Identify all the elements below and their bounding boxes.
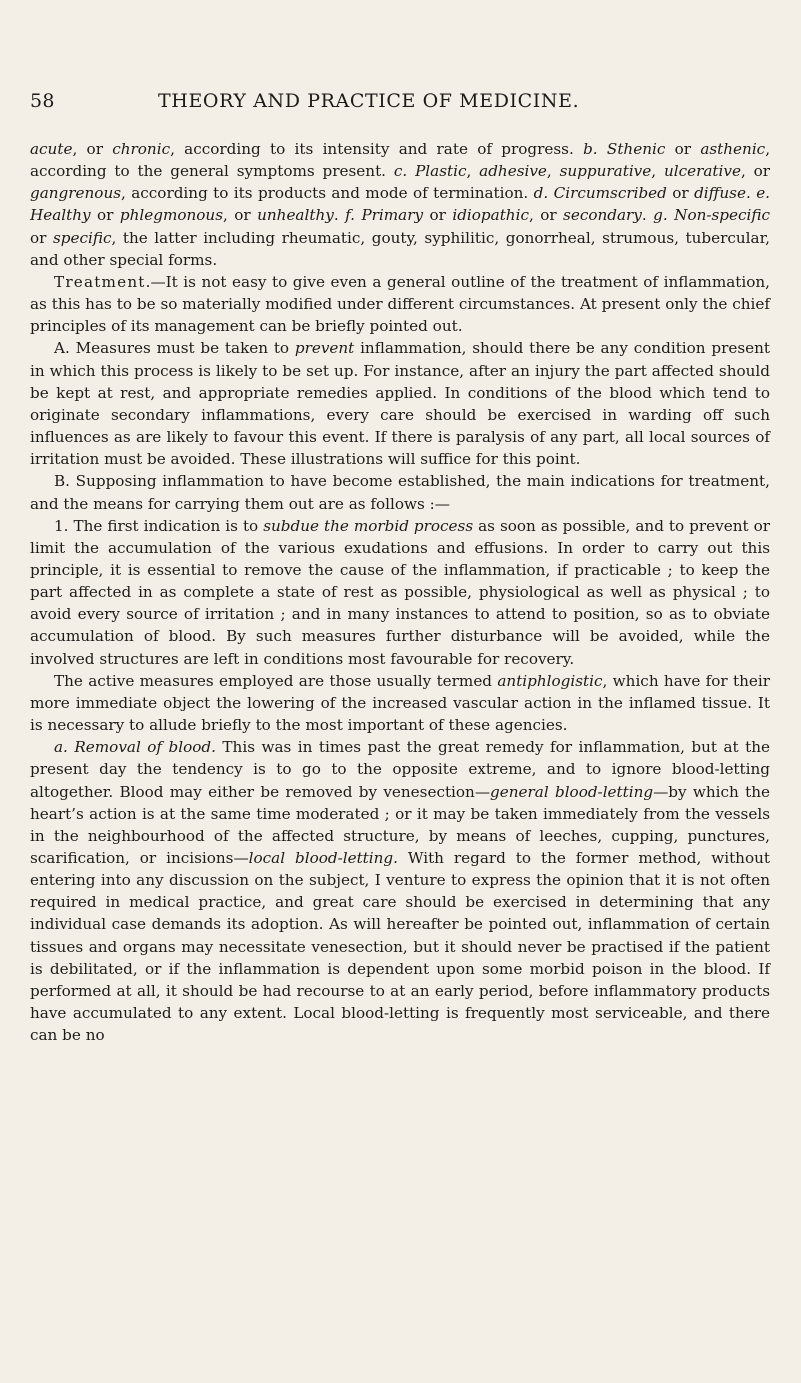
paragraph (30, 736, 770, 1046)
text-run: .—It is not easy to give even a general outline of the treatment of inflammation, as this has to be so materially modified under different circumstances. At present only the chief principles of its management can be briefly pointed out. (30, 272, 770, 336)
italic-run: diffuse (694, 184, 746, 203)
text-run: or (30, 228, 53, 247)
running-title: THEORY AND PRACTICE OF MEDICINE. (158, 90, 580, 112)
running-header (30, 90, 770, 116)
text-run: —by which the heart’s action is at the same time moderated ; or it may be taken immediately from the vessels in the neighbourhood of the affected structure, by means of leeches, cupping, punctures, scarification, or incisions— (30, 782, 770, 867)
text-run: With regard to the former method, without entering into any discussion on the subject, I venture to express the opinion that it is not often required in medical practice, and great care should be exercised in determining that any individual case demands its adoption. As will hereafter be pointed out, inflammation of certain tissues and organs may necessitate venesection, but it should never be practised if the patient is debilitated, or if the inflammation is dependent upon some morbid poison in the blood. If performed at all, it should be had recourse to at an early period, before inflammatory products have accumulated to any extent. Local blood-letting is frequently most serviceable, and there can be no (30, 849, 770, 1045)
italic-run: idiopathic (452, 206, 529, 225)
italic-run: c. (393, 162, 408, 181)
italic-run: unhealthy (257, 206, 334, 225)
text-run: or (665, 140, 701, 158)
italic-run: suppurative (559, 162, 652, 181)
body-text (30, 138, 770, 1046)
italic-run: antiphlogistic (497, 671, 603, 690)
text-run: or (90, 206, 120, 225)
italic-run: Circumscribed (553, 184, 667, 203)
italic-run: Primary (361, 206, 424, 225)
italic-run: g. (653, 206, 668, 225)
text-run: as soon as possible, and to prevent or limit the accumulation of the various exudations and effusions. In order to carry out this principle, it is essential to remove the cause of the inflammation, if practicable ; to keep the part affected in as complete a state of rest as possible, physiological as well as physical ; to avoid every source of irritation ; and in many instances to attend to position, so as to obviate accumulation of blood. By such measures further disturbance will be avoided, while the involved structures are left in conditions most favourable for recovery. (30, 516, 770, 668)
text-run (407, 162, 415, 180)
text-run: , or (740, 162, 771, 181)
italic-run: b. (583, 140, 598, 158)
paragraph (30, 515, 770, 670)
italic-run: prevent (294, 339, 355, 358)
italic-run: local blood-letting. (248, 849, 398, 867)
text-run: B. Supposing inflammation to have become established, the main indications for treatment, and the means for carrying them out are as follows :— (30, 472, 770, 513)
italic-run: general blood-letting (490, 782, 654, 801)
paragraph (30, 271, 770, 337)
paragraph (30, 337, 770, 470)
italic-run: Healthy (30, 206, 91, 225)
text-run: or (423, 206, 453, 225)
page-number: 58 (30, 90, 55, 112)
italic-run: specific (52, 228, 112, 247)
italic-run: e. (756, 184, 771, 203)
italic-run: gangrenous (30, 184, 122, 203)
text-run: The active measures employed are those usually termed (54, 671, 498, 690)
text-run: , which have for their more immediate object the lowering of the increased vascular action in the inflamed tissue. It is necessary to allude briefly to the most important of these agencies. (30, 671, 770, 735)
italic-run: a. Removal of blood. (54, 738, 216, 757)
text-run: , (651, 162, 664, 181)
text-run: or (666, 184, 695, 203)
italic-run: phlegmonous (119, 206, 223, 225)
text-run: inflammation, should there be any condition present in which this process is likely to be set up. For instance, after an injury the part affected should be kept at rest, and appropriate remedies applied. In conditions of the blood which tend to originate secondary inflammations, every care should be exercised in warding off such influences as are likely to favour this event. If there is paralysis of any part, all local sources of irritation must be avoided. These illustrations will suffice for this point. (30, 339, 771, 469)
text-run: , according to its products and mode of termination. (121, 184, 534, 203)
italic-run: ulcerative (663, 162, 741, 181)
text-run: . (745, 184, 757, 203)
text-run: . (333, 206, 346, 225)
text-run: , (466, 162, 480, 181)
italic-run: subdue the morbid process (263, 516, 474, 535)
italic-run: chronic (112, 140, 171, 158)
italic-run: adhesive (479, 162, 547, 181)
text-run: A. Measures must be taken to (54, 339, 295, 358)
text-run: 1. The first indication is to (54, 516, 264, 535)
paragraph (30, 670, 770, 736)
italic-run: d. (533, 184, 549, 203)
italic-run: acute (30, 140, 73, 158)
text-run: , or (72, 140, 113, 158)
text-run: , according to its intensity and rate of progress. (170, 140, 584, 158)
text-run: , or (223, 206, 258, 225)
text-run (598, 140, 607, 158)
text-run: , or (528, 206, 564, 225)
paragraph (30, 470, 770, 514)
text-run: , according to the general symptoms present. (30, 140, 771, 181)
text-run: This was in times past the great remedy for inflammation, but at the present day the tendency is to go to the opposite extreme, and to ignore blood-letting altogether. Blood may either be removed by venesection— (30, 738, 770, 801)
italic-run: secondary (563, 206, 642, 225)
section-heading: Treatment (54, 272, 146, 291)
italic-run: asthenic (700, 140, 766, 158)
italic-run: f. (345, 206, 355, 225)
italic-run: Non-specific (674, 206, 771, 225)
text-run: , (546, 162, 560, 181)
paragraph (30, 138, 770, 271)
italic-run: Plastic (415, 162, 467, 181)
italic-run: Sthenic (606, 140, 666, 158)
text-run: . (641, 206, 654, 225)
text-run: , the latter including rheumatic, gouty, syphilitic, gonorrheal, strumous, tubercular, and other special forms. (30, 228, 770, 269)
